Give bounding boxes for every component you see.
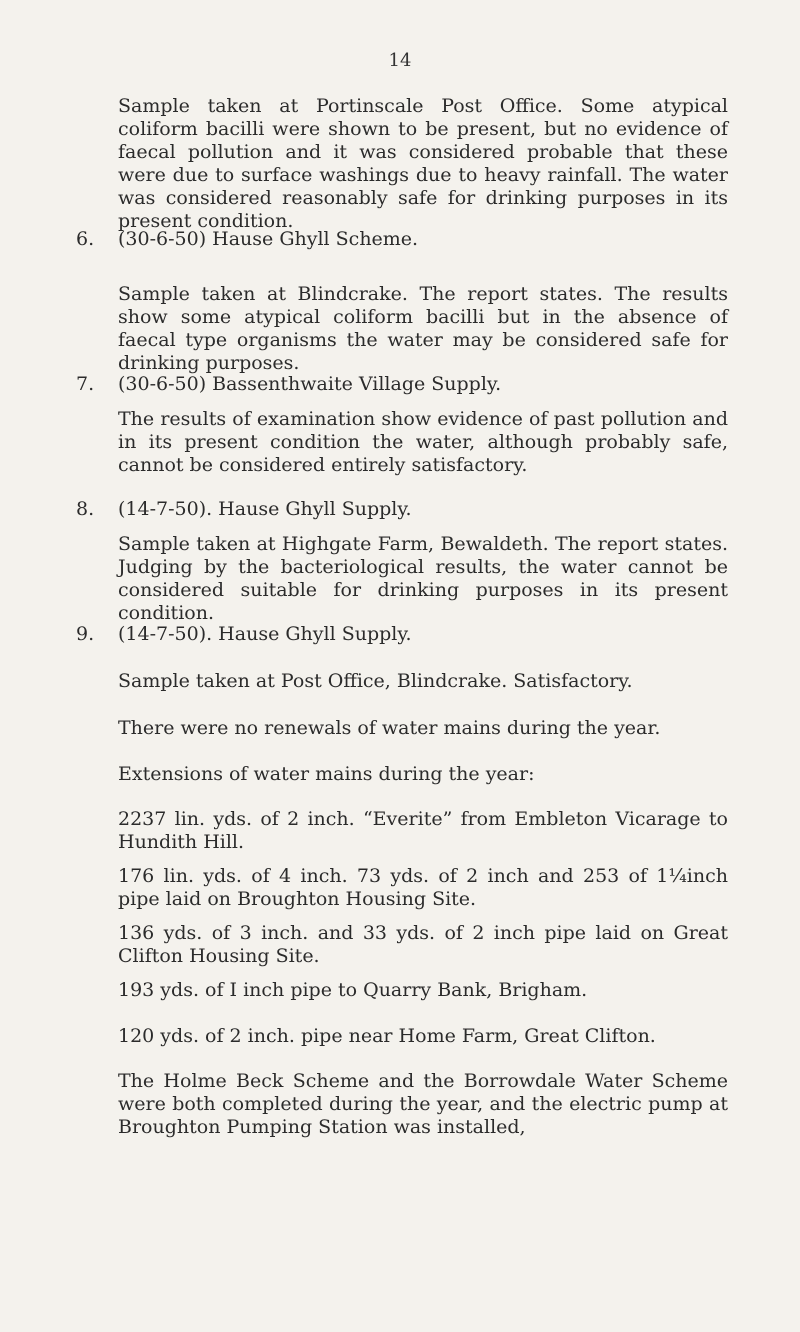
item-heading-7	[76, 373, 736, 396]
item-title: (14-7-50). Hause Ghyll Supply.	[118, 498, 412, 520]
item-heading-8	[76, 498, 736, 521]
renewals-text: There were no renewals of water mains during the year.	[118, 717, 661, 739]
intro-paragraph	[118, 95, 728, 233]
item-heading-9	[76, 623, 736, 646]
item-number: 7.	[76, 373, 95, 395]
page-number: 14	[388, 50, 412, 71]
extension-item	[118, 865, 728, 911]
extension-text: 136 yds. of 3 inch. and 33 yds. of 2 inch pipe laid on Great Clifton Housing Site.	[118, 922, 728, 967]
extensions-heading	[118, 763, 728, 786]
item-title: (30-6-50) Bassenthwaite Village Supply.	[118, 373, 502, 395]
item-body-6	[118, 283, 728, 375]
extension-item	[118, 979, 728, 1002]
item-title: (14-7-50). Hause Ghyll Supply.	[118, 623, 412, 645]
extension-item	[118, 808, 728, 854]
item-body-8	[118, 533, 728, 625]
extension-item	[118, 1025, 728, 1048]
item-number: 8.	[76, 498, 95, 520]
renewals-paragraph	[118, 717, 728, 740]
item-body-7	[118, 408, 728, 477]
extension-text: 2237 lin. yds. of 2 inch. “Everite” from Embleton Vicarage to Hundith Hill.	[118, 808, 728, 853]
extension-item	[118, 922, 728, 968]
closing-paragraph	[118, 1070, 728, 1139]
item-body-text: Sample taken at Post Office, Blindcrake. Satisfactory.	[118, 670, 633, 692]
extensions-heading-text: Extensions of water mains during the year:	[118, 763, 535, 785]
closing-text: The Holme Beck Scheme and the Borrowdale Water Scheme were both completed during the year, and the electric pump at Broughton Pumping Station was installed,	[118, 1070, 728, 1138]
item-body-text: Sample taken at Blindcrake. The report states. The results show some atypical coliform bacilli but in the absence of faecal type organisms the water may be considered safe for drinking purposes.	[118, 283, 728, 374]
extension-text: 176 lin. yds. of 4 inch. 73 yds. of 2 inch and 253 of 1¼inch pipe laid on Broughton Housing Site.	[118, 865, 728, 910]
extension-text: 193 yds. of I inch pipe to Quarry Bank, Brigham.	[118, 979, 588, 1001]
item-body-9	[118, 670, 728, 693]
item-title: (30-6-50) Hause Ghyll Scheme.	[118, 228, 419, 250]
item-number: 6.	[76, 228, 95, 250]
item-number: 9.	[76, 623, 95, 645]
item-body-text: Sample taken at Highgate Farm, Bewaldeth. The report states. Judging by the bacteriological results, the water cannot be considered suitable for drinking purposes in its present condition.	[118, 533, 728, 624]
item-heading-6	[76, 228, 736, 251]
intro-text: Sample taken at Portinscale Post Office. Some atypical coliform bacilli were shown to be present, but no evidence of faecal pollution and it was considered probable that these were due to surface washings due to heavy rainfall. The water was considered reasonably safe for drinking purposes in its present condition.	[118, 95, 728, 232]
item-body-text: The results of examination show evidence of past pollution and in its present condition the water, although probably safe, cannot be considered entirely satisfactory.	[118, 408, 728, 476]
extension-text: 120 yds. of 2 inch. pipe near Home Farm, Great Clifton.	[118, 1025, 656, 1047]
